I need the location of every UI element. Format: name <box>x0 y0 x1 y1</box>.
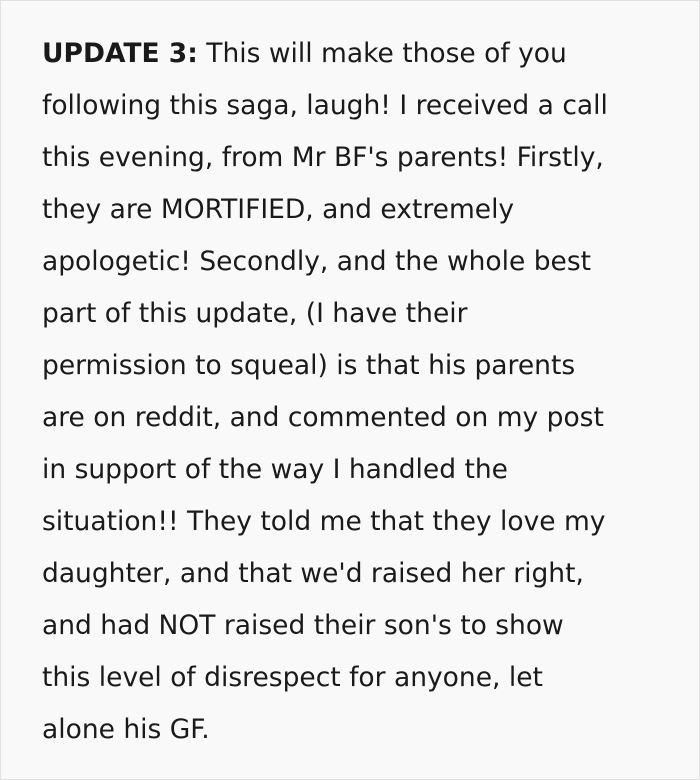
text-line: this evening, from Mr BF's parents! Firstly, <box>42 142 604 173</box>
text-line: daughter, and that we'd raised her right, <box>42 558 584 589</box>
post-text <box>42 28 682 756</box>
text-line-content: This will make those of you <box>197 38 567 69</box>
text-line: permission to squeal) is that his parents <box>42 350 576 381</box>
text-line: part of this update, (I have their <box>42 298 468 329</box>
text-line: this level of disrespect for anyone, let <box>42 662 543 693</box>
text-line: are on reddit, and commented on my post <box>42 402 604 433</box>
text-line: apologetic! Secondly, and the whole best <box>42 246 592 277</box>
text-line: they are MORTIFIED, and extremely <box>42 194 515 225</box>
text-line <box>42 28 682 80</box>
text-line: alone his GF. <box>42 714 210 745</box>
text-line: in support of the way I handled the <box>42 454 508 485</box>
text-line: situation!! They told me that they love my <box>42 506 606 537</box>
text-line: and had NOT raised their son's to show <box>42 610 564 641</box>
update-label: UPDATE 3: <box>42 38 198 69</box>
text-line: following this saga, laugh! I received a call <box>42 90 608 121</box>
